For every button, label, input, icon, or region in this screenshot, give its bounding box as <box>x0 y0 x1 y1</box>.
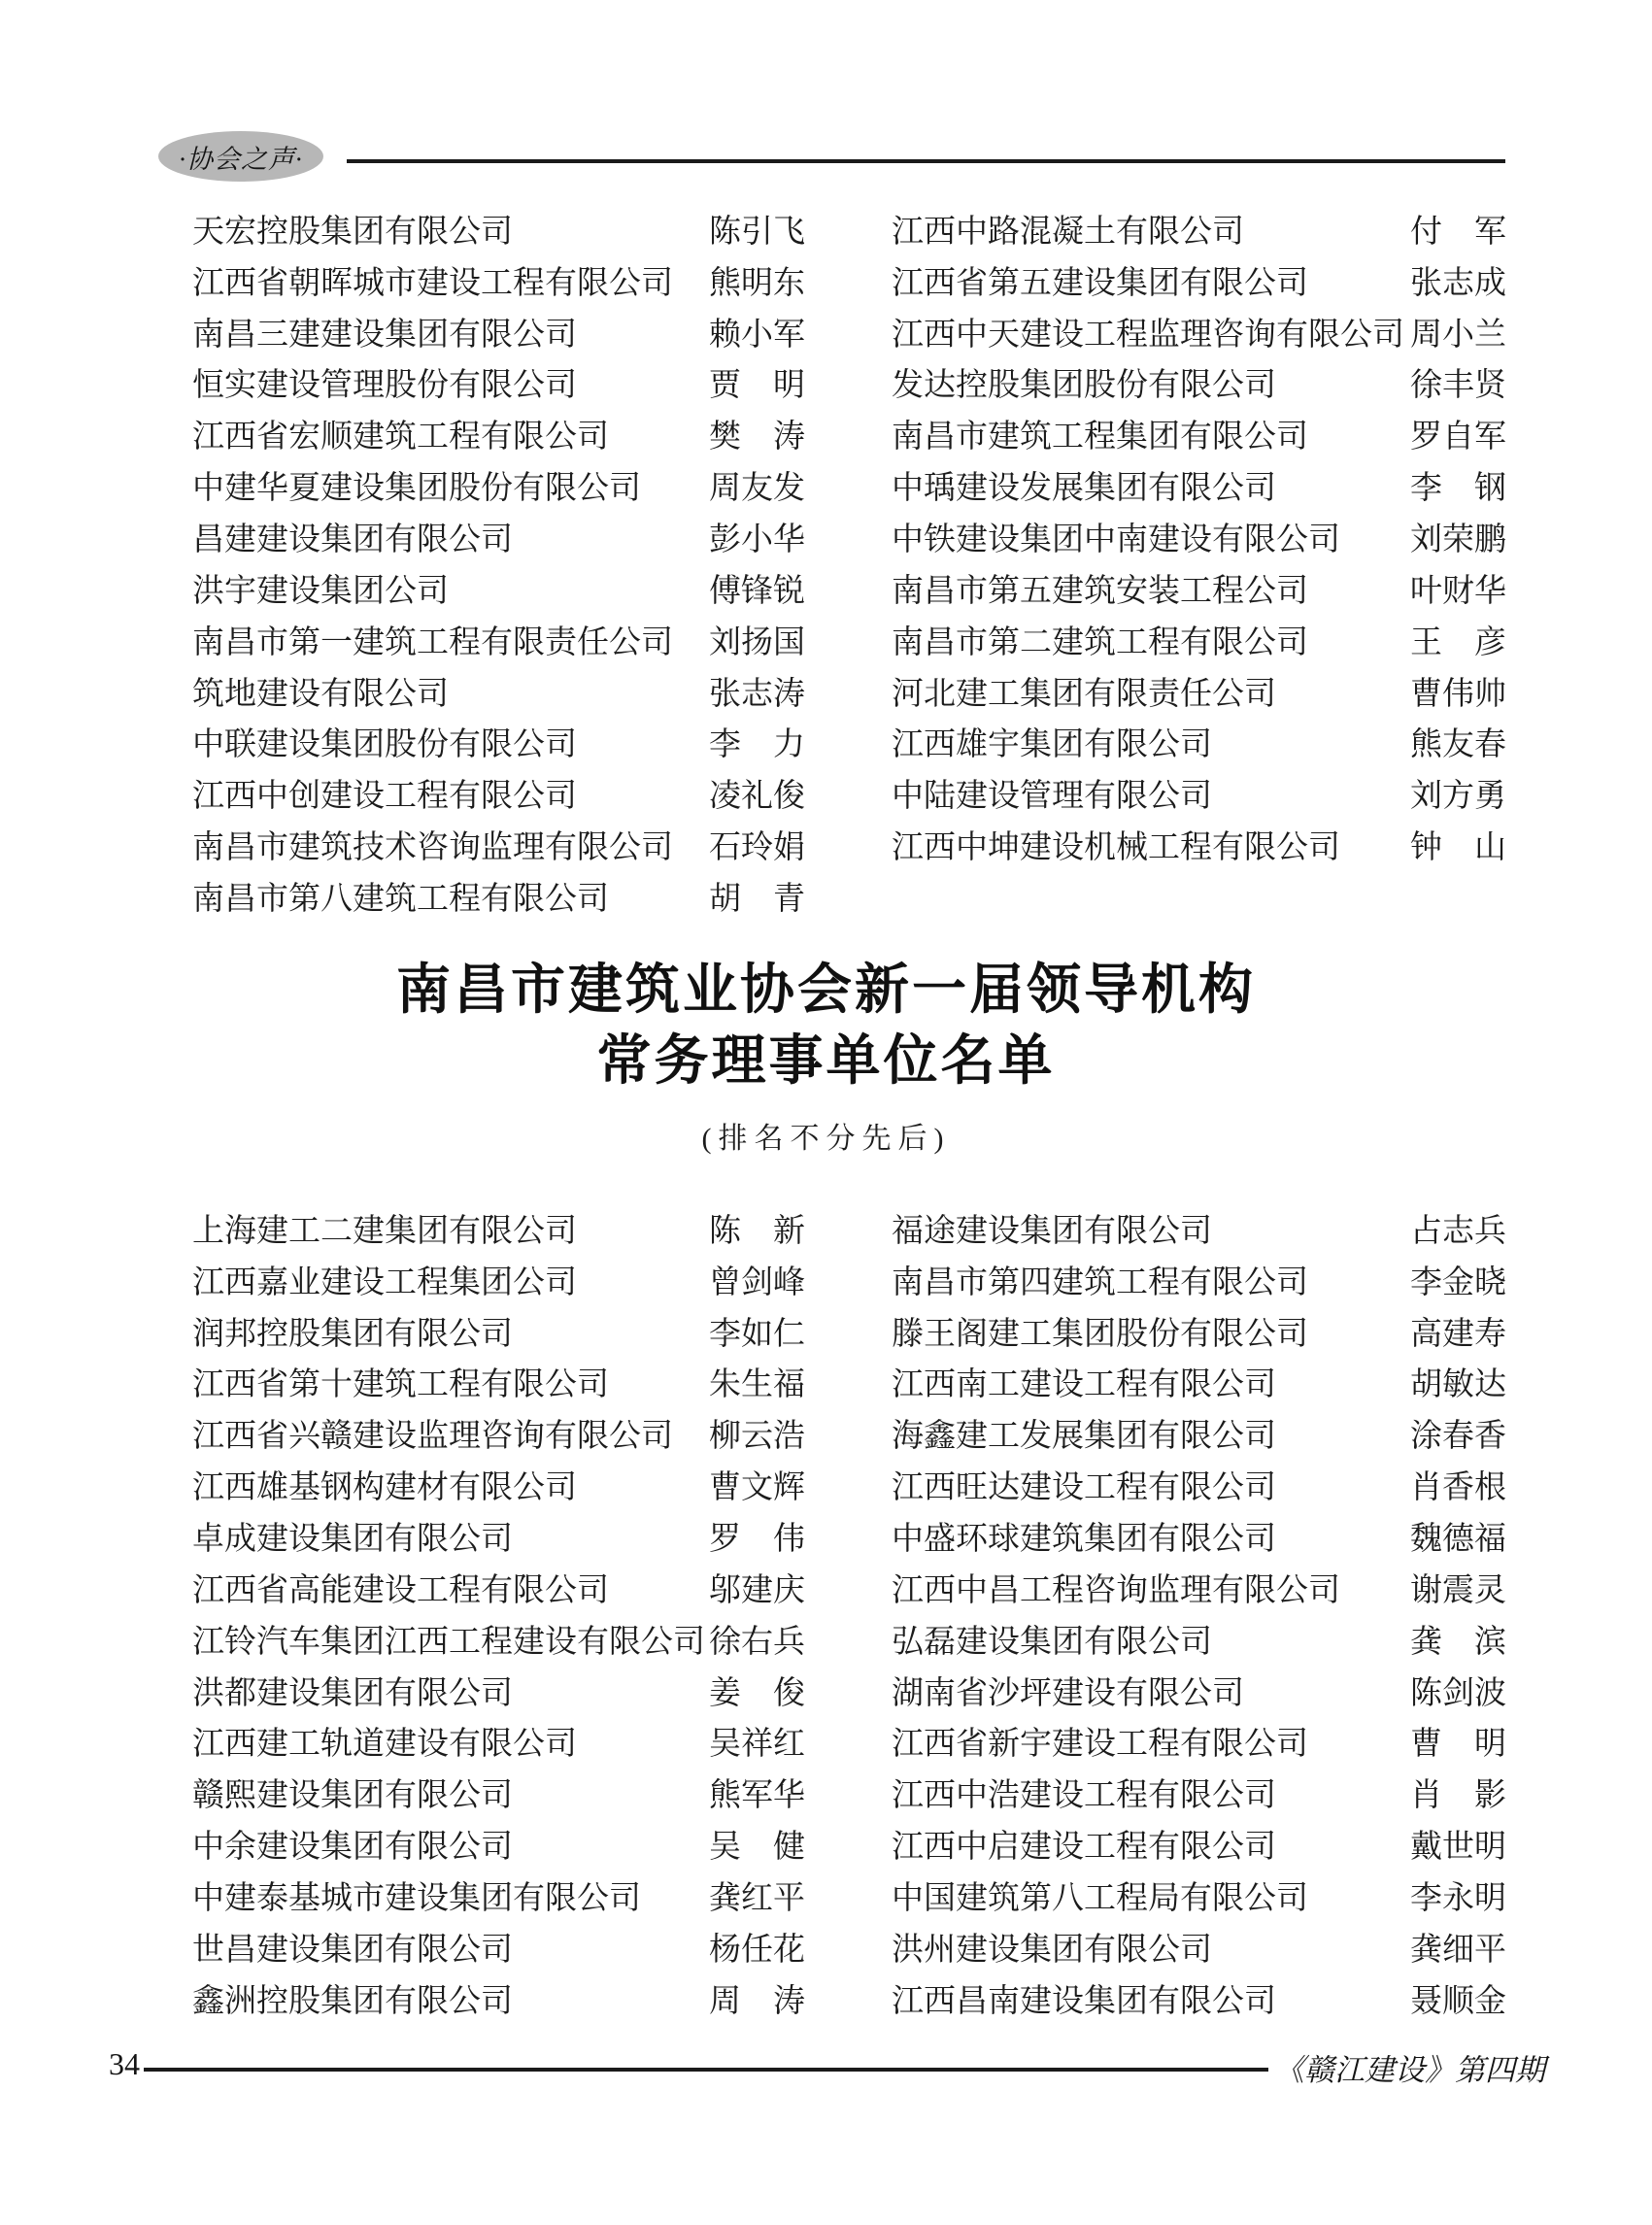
person-name: 刘方勇 <box>1410 779 1506 815</box>
person-name: 周 涛 <box>709 1983 805 2019</box>
company-name: 中建泰基城市建设集团有限公司 <box>192 1880 641 1916</box>
member-row <box>192 1357 1515 1408</box>
person-name: 凌礼俊 <box>709 779 805 815</box>
company-name: 江西昌南建设集团有限公司 <box>892 1983 1276 2019</box>
company-name: 河北建工集团有限责任公司 <box>892 676 1276 712</box>
company-name: 江西雄基钢构建材有限公司 <box>192 1470 577 1506</box>
person-name: 付 军 <box>1410 214 1506 250</box>
company-name: 江西建工轨道建设有限公司 <box>192 1727 577 1763</box>
company-name: 南昌市第五建筑安装工程公司 <box>892 573 1308 609</box>
member-row <box>192 511 1515 562</box>
person-name: 李永明 <box>1410 1880 1506 1916</box>
company-name: 卓成建设集团有限公司 <box>192 1521 513 1557</box>
company-name: 江西雄宇集团有限公司 <box>892 727 1212 763</box>
company-name: 江西中天建设工程监理咨询有限公司 <box>892 317 1404 353</box>
person-name: 朱生福 <box>709 1367 805 1403</box>
company-name: 海鑫建工发展集团有限公司 <box>892 1419 1276 1455</box>
person-name: 曹 明 <box>1410 1727 1506 1763</box>
person-name: 涂春香 <box>1410 1419 1506 1455</box>
person-name: 陈剑波 <box>1410 1675 1506 1711</box>
journal-issue-label: 《赣江建设》第四期 <box>1274 2053 1545 2087</box>
person-name: 吴祥红 <box>709 1727 805 1763</box>
person-name: 胡 青 <box>709 881 805 917</box>
article-title <box>0 954 1652 1096</box>
member-row <box>192 1818 1515 1870</box>
company-name: 昌建建设集团有限公司 <box>192 522 513 557</box>
person-name: 傅锋锐 <box>709 573 805 609</box>
company-name: 南昌市第一建筑工程有限责任公司 <box>192 624 673 660</box>
article-subtitle: (排名不分先后) <box>701 1123 951 1155</box>
person-name: 赖小军 <box>709 317 805 353</box>
person-name: 李 力 <box>709 727 805 763</box>
person-name: 邬建庆 <box>709 1572 805 1608</box>
company-name: 江西中坤建设机械工程有限公司 <box>892 830 1340 866</box>
member-row <box>192 1562 1515 1613</box>
person-name: 罗 伟 <box>709 1521 805 1557</box>
company-name: 江西省宏顺建筑工程有限公司 <box>192 420 609 455</box>
person-name: 徐右兵 <box>709 1624 805 1660</box>
person-name: 曹伟帅 <box>1410 676 1506 712</box>
section-badge <box>158 131 323 182</box>
person-name: 熊明东 <box>709 265 805 301</box>
member-row <box>192 665 1515 717</box>
company-name: 江西省第五建设集团有限公司 <box>892 265 1308 301</box>
article-title-line2: 常务理事单位名单 <box>596 1029 1056 1091</box>
footer-rule <box>144 2068 1268 2072</box>
company-name: 中国建筑第八工程局有限公司 <box>892 1880 1308 1916</box>
company-name: 南昌市第二建筑工程有限公司 <box>892 624 1308 660</box>
person-name: 柳云浩 <box>709 1419 805 1455</box>
company-name: 南昌市第八建筑工程有限公司 <box>192 881 609 917</box>
header-rule <box>347 159 1505 163</box>
person-name: 熊军华 <box>709 1778 805 1814</box>
person-name: 魏德福 <box>1410 1521 1506 1557</box>
company-name: 江西省朝晖城市建设工程有限公司 <box>192 265 673 301</box>
company-name: 筑地建设有限公司 <box>192 676 449 712</box>
company-name: 湖南省沙坪建设有限公司 <box>892 1675 1244 1711</box>
member-row <box>192 870 1515 922</box>
member-row <box>192 614 1515 665</box>
member-row <box>192 1510 1515 1562</box>
member-row <box>192 562 1515 614</box>
company-name: 润邦控股集团有限公司 <box>192 1316 513 1352</box>
member-row <box>192 357 1515 409</box>
person-name: 戴世明 <box>1410 1830 1506 1866</box>
company-name: 洪州建设集团有限公司 <box>892 1932 1212 1968</box>
member-row <box>192 767 1515 819</box>
company-name: 中建华夏建设集团股份有限公司 <box>192 471 641 507</box>
member-row <box>192 1870 1515 1921</box>
company-name: 中铁建设集团中南建设有限公司 <box>892 522 1340 557</box>
company-name: 恒实建设管理股份有限公司 <box>192 368 577 404</box>
person-name: 高建寿 <box>1410 1316 1506 1352</box>
company-name: 江西中浩建设工程有限公司 <box>892 1778 1276 1814</box>
company-name: 江西中启建设工程有限公司 <box>892 1830 1276 1866</box>
standing-director-units-list <box>192 1202 1515 2024</box>
member-row <box>192 716 1515 767</box>
person-name: 刘荣鹏 <box>1410 522 1506 557</box>
member-row <box>192 1613 1515 1665</box>
person-name: 樊 涛 <box>709 420 805 455</box>
company-name: 江西南工建设工程有限公司 <box>892 1367 1276 1403</box>
company-name: 江西中昌工程咨询监理有限公司 <box>892 1572 1340 1608</box>
member-row <box>192 1665 1515 1716</box>
person-name: 肖香根 <box>1410 1470 1506 1506</box>
director-units-list <box>192 203 1515 922</box>
article-title-line1: 南昌市建筑业协会新一届领导机构 <box>396 959 1256 1020</box>
company-name: 福途建设集团有限公司 <box>892 1213 1212 1249</box>
person-name: 张志成 <box>1410 265 1506 301</box>
company-name: 南昌三建建设集团有限公司 <box>192 317 577 353</box>
member-row <box>192 819 1515 870</box>
person-name: 肖 影 <box>1410 1778 1506 1814</box>
member-row <box>192 1254 1515 1305</box>
company-name: 江西中路混凝土有限公司 <box>892 214 1244 250</box>
member-row <box>192 1459 1515 1510</box>
person-name: 王 彦 <box>1410 624 1506 660</box>
member-row <box>192 1715 1515 1767</box>
person-name: 陈 新 <box>709 1213 805 1249</box>
person-name: 李 钢 <box>1410 471 1506 507</box>
company-name: 中余建设集团有限公司 <box>192 1830 513 1866</box>
person-name: 曾剑峰 <box>709 1264 805 1300</box>
person-name: 胡敏达 <box>1410 1367 1506 1403</box>
person-name: 石玲娟 <box>709 830 805 866</box>
person-name: 占志兵 <box>1410 1213 1506 1249</box>
person-name: 姜 俊 <box>709 1675 805 1711</box>
person-name: 李如仁 <box>709 1316 805 1352</box>
person-name: 张志涛 <box>709 676 805 712</box>
company-name: 江西省高能建设工程有限公司 <box>192 1572 609 1608</box>
person-name: 刘扬国 <box>709 624 805 660</box>
person-name: 贾 明 <box>709 368 805 404</box>
company-name: 天宏控股集团有限公司 <box>192 214 513 250</box>
member-row <box>192 306 1515 357</box>
company-name: 江西嘉业建设工程集团公司 <box>192 1264 577 1300</box>
person-name: 杨任花 <box>709 1932 805 1968</box>
company-name: 江西旺达建设工程有限公司 <box>892 1470 1276 1506</box>
company-name: 南昌市建筑技术咨询监理有限公司 <box>192 830 673 866</box>
person-name: 罗自军 <box>1410 420 1506 455</box>
page-number: 34 <box>109 2046 140 2081</box>
company-name: 鑫洲控股集团有限公司 <box>192 1983 513 2019</box>
person-name: 徐丰贤 <box>1410 368 1506 404</box>
person-name: 曹文辉 <box>709 1470 805 1506</box>
person-name: 周小兰 <box>1410 317 1506 353</box>
person-name: 周友发 <box>709 471 805 507</box>
member-row <box>192 1305 1515 1357</box>
company-name: 江西中创建设工程有限公司 <box>192 779 577 815</box>
company-name: 江西省第十建筑工程有限公司 <box>192 1367 609 1403</box>
person-name: 钟 山 <box>1410 830 1506 866</box>
company-name: 发达控股集团股份有限公司 <box>892 368 1276 404</box>
company-name: 江铃汽车集团江西工程建设有限公司 <box>192 1624 705 1660</box>
section-badge-label: ·协会之声· <box>179 144 303 174</box>
person-name: 彭小华 <box>709 522 805 557</box>
person-name: 龚 滨 <box>1410 1624 1506 1660</box>
company-name: 洪宇建设集团公司 <box>192 573 449 609</box>
person-name: 叶财华 <box>1410 573 1506 609</box>
member-row <box>192 203 1515 254</box>
member-row <box>192 1407 1515 1459</box>
member-row <box>192 254 1515 306</box>
company-name: 江西省新宇建设工程有限公司 <box>892 1727 1308 1763</box>
company-name: 中联建设集团股份有限公司 <box>192 727 577 763</box>
person-name: 李金晓 <box>1410 1264 1506 1300</box>
member-row <box>192 1767 1515 1818</box>
person-name: 吴 健 <box>709 1830 805 1866</box>
member-row <box>192 1921 1515 1972</box>
member-row <box>192 459 1515 511</box>
company-name: 江西省兴赣建设监理咨询有限公司 <box>192 1419 673 1455</box>
person-name: 龚细平 <box>1410 1932 1506 1968</box>
member-row <box>192 1202 1515 1254</box>
person-name: 龚红平 <box>709 1880 805 1916</box>
company-name: 洪都建设集团有限公司 <box>192 1675 513 1711</box>
member-row <box>192 408 1515 459</box>
company-name: 世昌建设集团有限公司 <box>192 1932 513 1968</box>
company-name: 滕王阁建工集团股份有限公司 <box>892 1316 1308 1352</box>
person-name: 谢震灵 <box>1410 1572 1506 1608</box>
member-row <box>192 1972 1515 2024</box>
company-name: 中陆建设管理有限公司 <box>892 779 1212 815</box>
person-name: 陈引飞 <box>709 214 805 250</box>
company-name: 中盛环球建筑集团有限公司 <box>892 1521 1276 1557</box>
company-name: 中瑀建设发展集团有限公司 <box>892 471 1276 507</box>
person-name: 聂顺金 <box>1410 1983 1506 2019</box>
company-name: 南昌市建筑工程集团有限公司 <box>892 420 1308 455</box>
company-name: 上海建工二建集团有限公司 <box>192 1213 577 1249</box>
company-name: 弘磊建设集团有限公司 <box>892 1624 1212 1660</box>
company-name: 赣熙建设集团有限公司 <box>192 1778 513 1814</box>
person-name: 熊友春 <box>1410 727 1506 763</box>
company-name: 南昌市第四建筑工程有限公司 <box>892 1264 1308 1300</box>
